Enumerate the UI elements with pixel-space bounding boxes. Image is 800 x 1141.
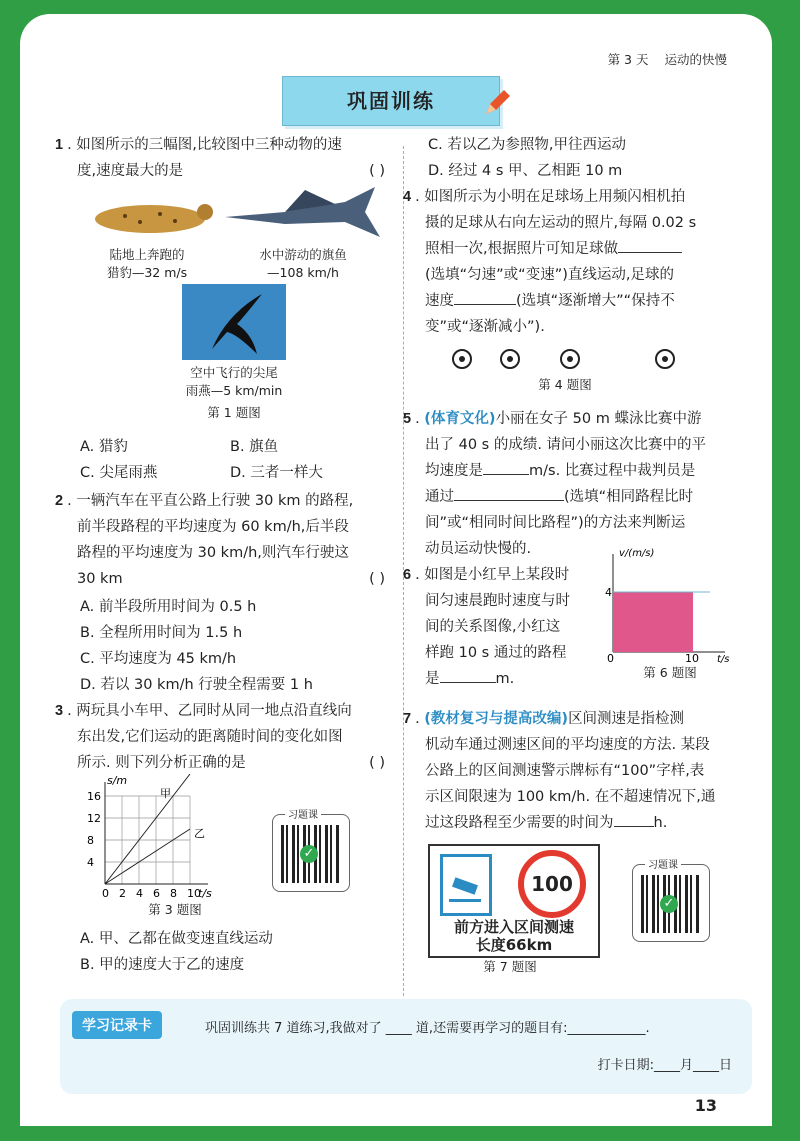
q3-xlabel: t/s [198, 887, 212, 900]
question-5: 5 . (体育文化)小丽在女子 50 m 蝶泳比赛中游 出了 40 s 的成绩. 请问小丽这次比赛中的平 均速度是 m/s. 比赛过程中裁判员是 通过 (选填“相同路程比时 间”或“相同时间比路程”)的方法来判断运 动员运动快慢的. [403, 411, 707, 557]
q4-blank-2[interactable] [454, 288, 516, 305]
q3-tick-x: 2 [119, 887, 126, 900]
q3-ylabel: s/m [107, 774, 128, 787]
q5-blank-1[interactable] [483, 458, 529, 475]
study-record-card [60, 999, 752, 1094]
q4-line4: (选填“匀速”或“变速”)直线运动,足球的 [425, 267, 674, 283]
sign-line2: 长度66km [475, 936, 553, 954]
camera-icon [440, 854, 492, 916]
q4-line6: 变”或“逐渐减小”). [425, 319, 545, 335]
q3-series-line [105, 774, 190, 884]
q5-line6: 动员运动快慢的. [425, 541, 532, 557]
football-photo [450, 347, 680, 371]
page-header [592, 50, 727, 68]
q1-option-d[interactable]: D. 三者一样大 [230, 465, 323, 481]
speed-limit-icon [518, 850, 586, 918]
speed-limit-value: 100 [531, 872, 573, 896]
q4-line5b: (选填“逐渐增大”“保持不 [516, 293, 675, 309]
q7-num: 7 [403, 711, 412, 727]
q1-text1: 如图所示的三幅图,比较图中三种动物的速 [76, 137, 342, 153]
q6-figure-caption: 第 6 题图 [643, 665, 697, 680]
q2-line3: 路程的平均速度为 30 km/h,则汽车行驶这 [77, 545, 349, 561]
q5-tag: (体育文化) [424, 411, 496, 427]
q3-tick-x: 10 [187, 887, 201, 900]
q7-line4: 示区间限速为 100 km/h. 在不超速情况下,通 [425, 789, 716, 805]
q3-tick-x: 0 [102, 887, 109, 900]
q1-option-c[interactable]: C. 尖尾雨燕 [80, 465, 158, 481]
q6-line4: 样跑 10 s 通过的路程 [425, 645, 567, 661]
question-3: 3 . 两玩具小车甲、乙同时从同一地点沿直线向 东出发,它们运动的距离随时间的变化如图 所示. 则下列分析正确的是 ( ) [55, 698, 385, 776]
q5-blank-2[interactable] [454, 484, 564, 501]
sign-text [430, 918, 598, 954]
qr-code-q7[interactable] [632, 860, 710, 942]
q6-line1: 如图是小红早上某段时 [424, 567, 570, 583]
q2-line2: 前半段路程的平均速度为 60 km/h,后半段 [77, 519, 349, 535]
record-text: 巩固训练共 7 道练习,我做对了 ____ 道,还需要再学习的题目有:____________. [205, 1021, 650, 1036]
q5-line4b: (选填“相同路程比时 [564, 489, 694, 505]
q3-series-label: 乙 [194, 827, 205, 840]
q7-line1: 区间测速是指检测 [568, 711, 685, 727]
q3-figure-caption: 第 3 题图 [148, 902, 202, 917]
q7-blank[interactable] [614, 810, 654, 827]
q3-tick-x: 4 [136, 887, 143, 900]
record-date: 打卡日期:____月____日 [597, 1058, 732, 1073]
q2-line1: 一辆汽车在平直公路上行驶 30 km 的路程, [76, 493, 354, 509]
q3-answer-paren: ( ) [369, 755, 385, 771]
q7-line5a: 过这段路程至少需要的时间为 [425, 815, 614, 831]
q4-num: 4 [403, 189, 412, 205]
q6-line5b: m. [495, 671, 515, 687]
question-6: 6 . 如图是小红早上某段时 间匀速晨跑时速度与时 间的关系图像,小红这 样跑 10 s 通过的路程 是 m. [403, 567, 570, 687]
question-7: 7 . (教材复习与提高改编)区间测速是指检测 机动车通过测速区间的平均速度的方法. 某段 公路上的区间测速警示牌标有“100”字样,表 示区间限速为 100 km/h. 在不超速情况下,通 过这段路程至少需要的时间为 h. [403, 711, 716, 831]
q4-line5a: 速度 [425, 293, 454, 309]
q1-option-a[interactable]: A. 猎豹 [80, 439, 128, 455]
q5-line4a: 通过 [425, 489, 454, 505]
q4-figure-caption: 第 4 题图 [538, 377, 592, 392]
qr-title: 习题课 [645, 856, 681, 871]
q3-tick-y: 12 [87, 812, 101, 825]
q2-line4: 30 km [77, 571, 123, 587]
q6-ylabel: v/(m/s) [619, 548, 655, 559]
record-label: 学习记录卡 [72, 1011, 162, 1039]
q3-series-line [105, 829, 190, 884]
page [20, 14, 772, 1126]
cheetah-image [80, 194, 215, 244]
check-icon: ✓ [660, 895, 678, 913]
q4-line3: 照相一次,根据照片可知足球做 [425, 241, 619, 257]
q2-answer-paren: ( ) [369, 571, 385, 587]
q6-line2: 间匀速晨跑时速度与时 [425, 593, 570, 609]
q1-option-b[interactable]: B. 旗鱼 [230, 439, 279, 455]
q6-tick-x0: 0 [607, 652, 614, 664]
section-banner [282, 76, 500, 126]
swift-image [182, 284, 286, 360]
q5-num: 5 [403, 411, 412, 427]
sign-line1: 前方进入区间测速 [453, 918, 574, 936]
q4-line1: 如图所示为小明在足球场上用频闪相机拍 [424, 189, 686, 205]
q1-answer-paren: ( ) [369, 163, 385, 179]
q7-line5b: h. [653, 815, 668, 831]
q3-line1: 两玩具小车甲、乙同时从同一地点沿直线向 [76, 703, 352, 719]
q7-figure-caption: 第 7 题图 [483, 959, 537, 974]
q3-line2: 东出发,它们运动的距离随时间的变化如图 [77, 729, 343, 745]
q2-num: 2 [55, 493, 64, 509]
pencil-icon [482, 88, 512, 118]
q3-chart [85, 774, 265, 904]
question-1: 1 . 如图所示的三幅图,比较图中三种动物的速 度,速度最大的是 ( ) [55, 132, 385, 184]
q2-option-d[interactable]: D. 若以 30 km/h 行驶全程需要 1 h [80, 677, 313, 693]
q6-tick-y4: 4 [605, 586, 612, 599]
q3-tick-y: 16 [87, 790, 101, 803]
question-4: 4 . 如图所示为小明在足球场上用频闪相机拍 摄的足球从右向左运动的照片,每隔 0.02 s 照相一次,根据照片可知足球做 (选填“匀速”或“变速”)直线运动,足球的 速度 (选填“逐渐增大”“保持不 变”或“逐渐减小”). [403, 189, 697, 335]
q5-line1: 小丽在女子 50 m 蝶泳比赛中游 [495, 411, 702, 427]
q3-series-label: 甲 [160, 787, 171, 800]
q4-line2: 摄的足球从右向左运动的照片,每隔 0.02 s [425, 215, 697, 231]
q5-line5: 间”或“相同时间比路程”)的方法来判断运 [425, 515, 686, 531]
page-number: 13 [694, 1096, 717, 1115]
q6-chart [605, 544, 740, 664]
sailfish-image [225, 182, 385, 247]
q3-option-a[interactable]: A. 甲、乙都在做变速直线运动 [80, 931, 273, 947]
q3-tick-x: 6 [153, 887, 160, 900]
q7-line2: 机动车通过测速区间的平均速度的方法. 某段 [425, 737, 710, 753]
q3-tick-x: 8 [170, 887, 177, 900]
q3-option-d[interactable]: D. 经过 4 s 甲、乙相距 10 m [428, 163, 623, 179]
q6-tick-x10: 10 [685, 652, 699, 664]
q3-line3: 所示. 则下列分析正确的是 [77, 755, 246, 771]
question-2: 2 . 一辆汽车在平直公路上行驶 30 km 的路程, 前半段路程的平均速度为 60 km/h,后半段 路程的平均速度为 30 km/h,则汽车行驶这 30 km ( ) [55, 488, 385, 592]
q3-option-c[interactable]: C. 若以乙为参照物,甲往西运动 [428, 137, 626, 153]
header-day: 第 3 天 [607, 52, 649, 67]
cheetah-caption: 陆地上奔跑的 猎豹—32 m/s [106, 247, 188, 280]
q7-tag: (教材复习与提高改编) [424, 711, 569, 727]
q3-tick-y: 4 [87, 856, 94, 869]
qr-code-q3[interactable] [272, 810, 350, 892]
q1-num: 1 [55, 137, 64, 153]
q6-blank[interactable] [440, 666, 496, 683]
q6-area [613, 592, 693, 652]
q3-num: 3 [55, 703, 64, 719]
q3-tick-y: 8 [87, 834, 94, 847]
q6-line3: 间的关系图像,小红这 [425, 619, 561, 635]
speed-sign [428, 844, 600, 958]
q2-option-a[interactable]: A. 前半段所用时间为 0.5 h [80, 599, 257, 615]
q1-figure-caption: 第 1 题图 [207, 405, 261, 420]
header-topic: 运动的快慢 [664, 52, 727, 67]
q1-text2: 度,速度最大的是 [77, 163, 184, 179]
q5-line2: 出了 40 s 的成绩. 请问小丽这次比赛中的平 [425, 437, 707, 453]
q2-option-c[interactable]: C. 平均速度为 45 km/h [80, 651, 237, 667]
q2-option-b[interactable]: B. 全程所用时间为 1.5 h [80, 625, 243, 641]
q4-blank-1[interactable] [618, 236, 682, 253]
qr-title: 习题课 [285, 806, 321, 821]
q3-option-b[interactable]: B. 甲的速度大于乙的速度 [80, 957, 245, 973]
q5-line3b: m/s. 比赛过程中裁判员是 [529, 463, 696, 479]
banner-title: 巩固训练 [347, 89, 435, 113]
swift-caption: 空中飞行的尖尾 雨燕—5 km/min [185, 365, 283, 398]
check-icon: ✓ [300, 845, 318, 863]
q7-line3: 公路上的区间测速警示牌标有“100”字样,表 [425, 763, 705, 779]
q6-line5a: 是 [425, 671, 440, 687]
q6-xlabel: t/s [717, 654, 730, 664]
sailfish-caption: 水中游动的旗鱼 —108 km/h [259, 247, 347, 280]
q5-line3a: 均速度是 [425, 463, 483, 479]
q6-num: 6 [403, 567, 412, 583]
